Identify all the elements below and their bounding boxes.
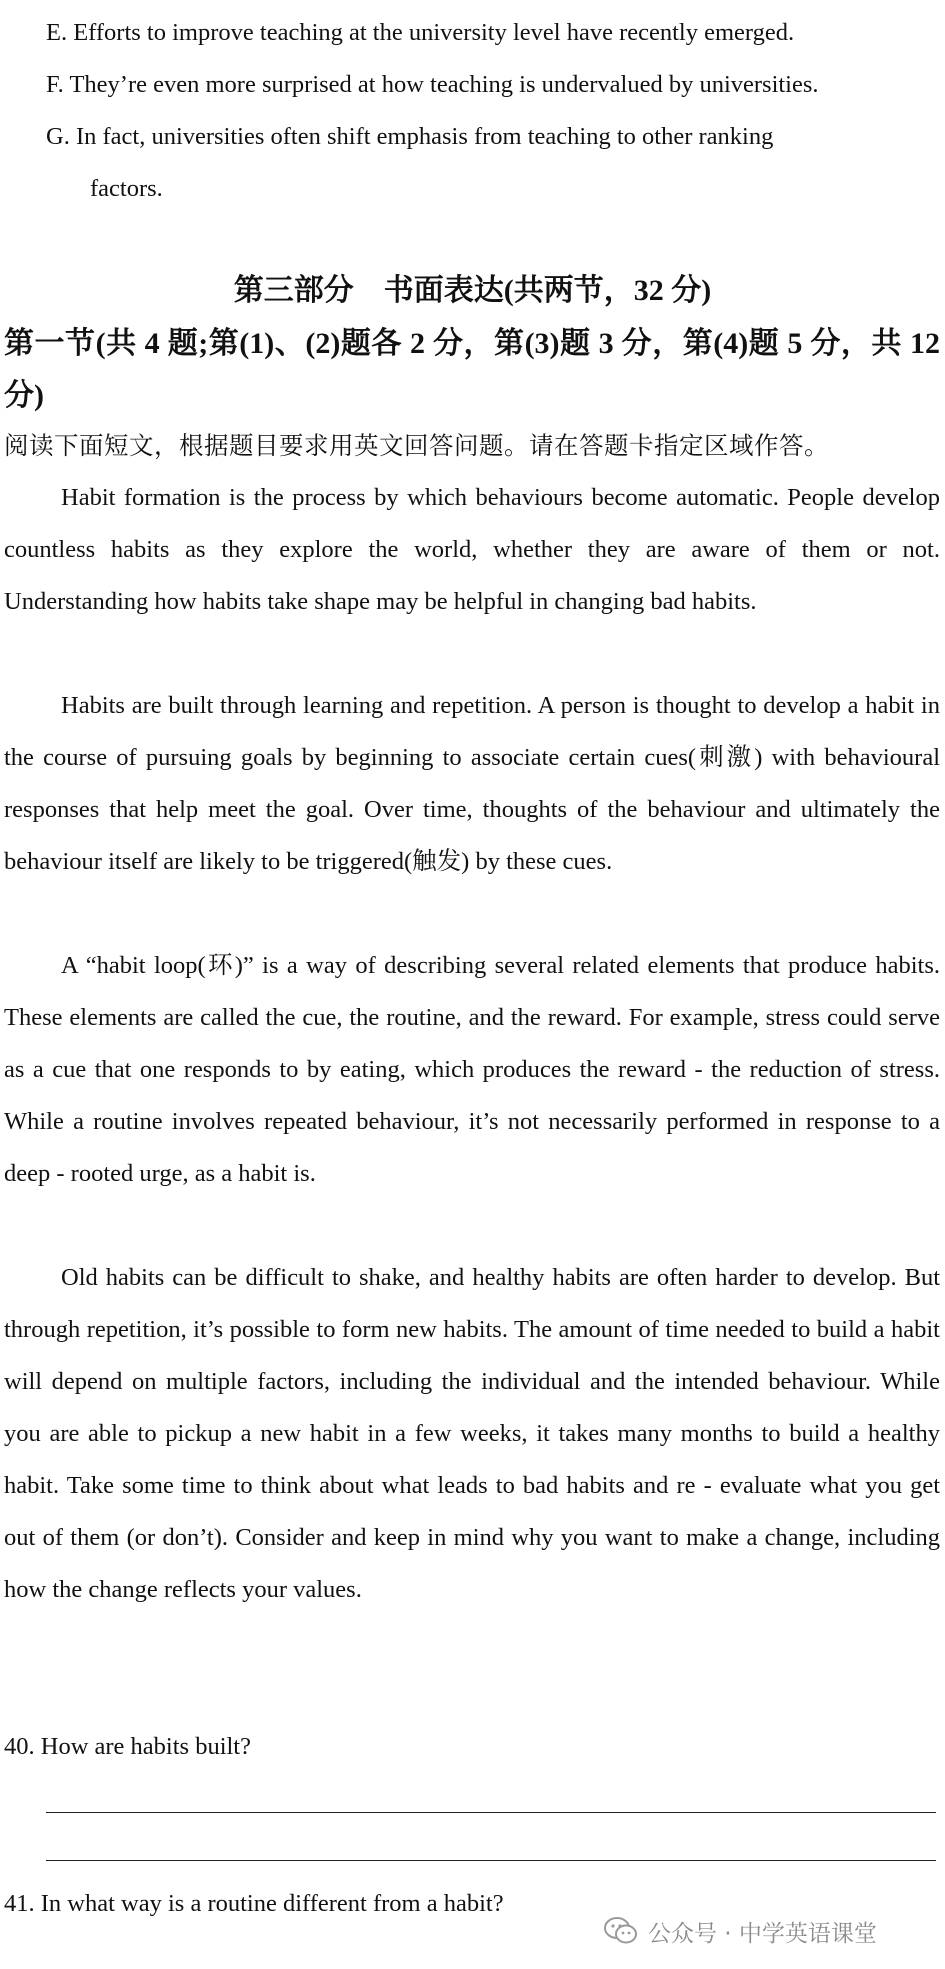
watermark-text: 公众号 · 中学英语课堂	[648, 1920, 877, 1947]
wechat-icon	[604, 1916, 638, 1946]
section-title: 第一节(共 4 题;第(1)、(2)题各 2 分，第(3)题 3 分，第(4)题 5 分，共 12 分)	[4, 327, 940, 412]
answer-line	[46, 1812, 936, 1813]
option-g: G. In fact, universities often shift emphasis from teaching to other ranking	[46, 123, 774, 150]
question-40: 40. How are habits built?	[4, 1733, 251, 1760]
option-e: E. Efforts to improve teaching at the university level have recently emerged.	[46, 19, 795, 46]
instruction: 阅读下面短文，根据题目要求用英文回答问题。请在答题卡指定区域作答。	[4, 433, 829, 460]
part-title: 第三部分 书面表达(共两节，32 分)	[233, 274, 712, 307]
passage-paragraph-3: A “habit loop(环)” is a way of describing several related elements that produce habits. These elements are called the cue, the routine, and the reward. For example, stress could serve as a cue that one responds to by eating, which produces the reward - the reduction of stress. While a routine involves repeated behaviour, it’s not necessarily performed in response to a deep - rooted urge, as a habit is.	[4, 952, 940, 1187]
passage-paragraph-1: Habit formation is the process by which behaviours become automatic. People develop countless habits as they explore the world, whether they are aware of them or not. Understanding how habits take shape may be helpful in changing bad habits.	[4, 484, 940, 615]
option-f: F. They’re even more surprised at how teaching is undervalued by universities.	[46, 71, 819, 98]
passage-paragraph-2: Habits are built through learning and repetition. A person is thought to develop a habit in the course of pursuing goals by beginning to associate certain cues(刺激) with behavioural responses that help meet the goal. Over time, thoughts of the behaviour and ultimately the behaviour itself are likely to be triggered(触发) by these cues.	[4, 692, 940, 875]
watermark	[604, 1911, 934, 1951]
question-41: 41. In what way is a routine different from a habit?	[4, 1890, 504, 1917]
passage-paragraph-4: Old habits can be difficult to shake, and healthy habits are often harder to develop. But through repetition, it’s possible to form new habits. The amount of time needed to build a habit will depend on multiple factors, including the individual and the intended behaviour. While you are able to pickup a new habit in a few weeks, it takes many months to build a healthy habit. Take some time to think about what leads to bad habits and re - evaluate what you get out of them (or don’t). Consider and keep in mind why you want to make a change, including how the change reflects your values.	[4, 1264, 940, 1603]
answer-line	[46, 1860, 936, 1861]
option-g-continued: factors.	[90, 175, 163, 202]
